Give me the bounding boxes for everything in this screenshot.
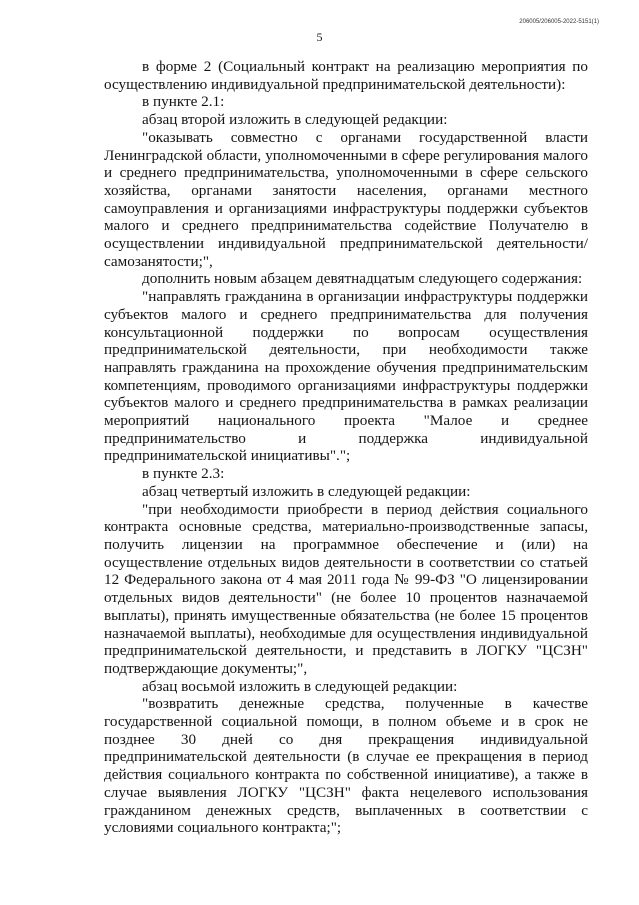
document-body (104, 58, 588, 837)
paragraph-fourth-abzac-heading: абзац четвертый изложить в следующей редакции: (142, 482, 471, 500)
paragraph-eighth-abzac-heading: абзац восьмой изложить в следующей редакции: (142, 677, 458, 695)
page-number: 5 (316, 30, 323, 44)
paragraph-second-abzac-heading: абзац второй изложить в следующей редакции: (142, 111, 448, 129)
paragraph-form-2: в форме 2 (Социальный контракт на реализацию мероприятия по осуществлению индивидуальной предпринимательской деятельности): (104, 58, 588, 93)
paragraph-add-19th-abzac: дополнить новым абзацем девятнадцатым следующего содержания: (142, 270, 583, 288)
paragraph-quote-acquire-assets: "при необходимости приобрести в период действия социального контракта основные средства, материально-производственные запасы, получить лицензии на программное обеспечение и (или) на осуществление отдельных видов деятельности в соответствии со статьей 12 Федерального закона от 4 мая 2011 года № 99-ФЗ "О лицензировании отдельных видов деятельности" (не более 10 процентов назначаемой выплаты), принять имущественные обязательства (не более 15 процентов назначаемой выплаты), необходимые для осуществления индивидуальной предпринимательской деятельности, и представить в ЛОГКУ "ЦСЗН" подтверждающие документы;", (104, 500, 588, 677)
paragraph-quote-direct-citizen: "направлять гражданина в организации инфраструктуры поддержки субъектов малого и среднего предпринимательства для получения консультационной поддержки по вопросам осуществления предпринимательской деятельности, при необходимости также направлять гражданина на прохождение обучения предпринимательским компетенциям, проводимого организациями инфраструктуры поддержки субъектов малого и среднего предпринимательства в рамках реализации мероприятий национального проекта "Малое и среднее предпринимательство и поддержка индивидуальной предпринимательской инициативы"."; (104, 288, 588, 465)
paragraph-quote-return-funds: "возвратить денежные средства, полученные в качестве государственной социальной помощи, в полном объеме и в срок не позднее 30 дней со дня прекращения индивидуальной предпринимательской деятельности (в случае ее прекращения в период действия социального контракта по собственной инициативе), а также в случае выявления ЛОГКУ "ЦСЗН" факта нецелевого использования гражданином денежных средств, выплаченных в соответствии с условиями социального контракта;"; (104, 695, 588, 837)
paragraph-quote-cooperation: "оказывать совместно с органами государственной власти Ленинградской области, уполномоченными в сфере регулирования малого и среднего предпринимательства, уполномоченными в сфере сельского хозяйства, органами занятости населения, органами местного самоуправления и организациями инфраструктуры поддержки субъектов малого и среднего предпринимательства содействие Получателю в осуществлении индивидуальной предпринимательской деятельности/ самозанятости;", (104, 128, 588, 270)
paragraph-point-2-1: в пункте 2.1: (142, 93, 225, 111)
paragraph-point-2-3: в пункте 2.3: (142, 465, 225, 483)
document-id: 206005/206005-2022-5151(1) (519, 19, 599, 25)
